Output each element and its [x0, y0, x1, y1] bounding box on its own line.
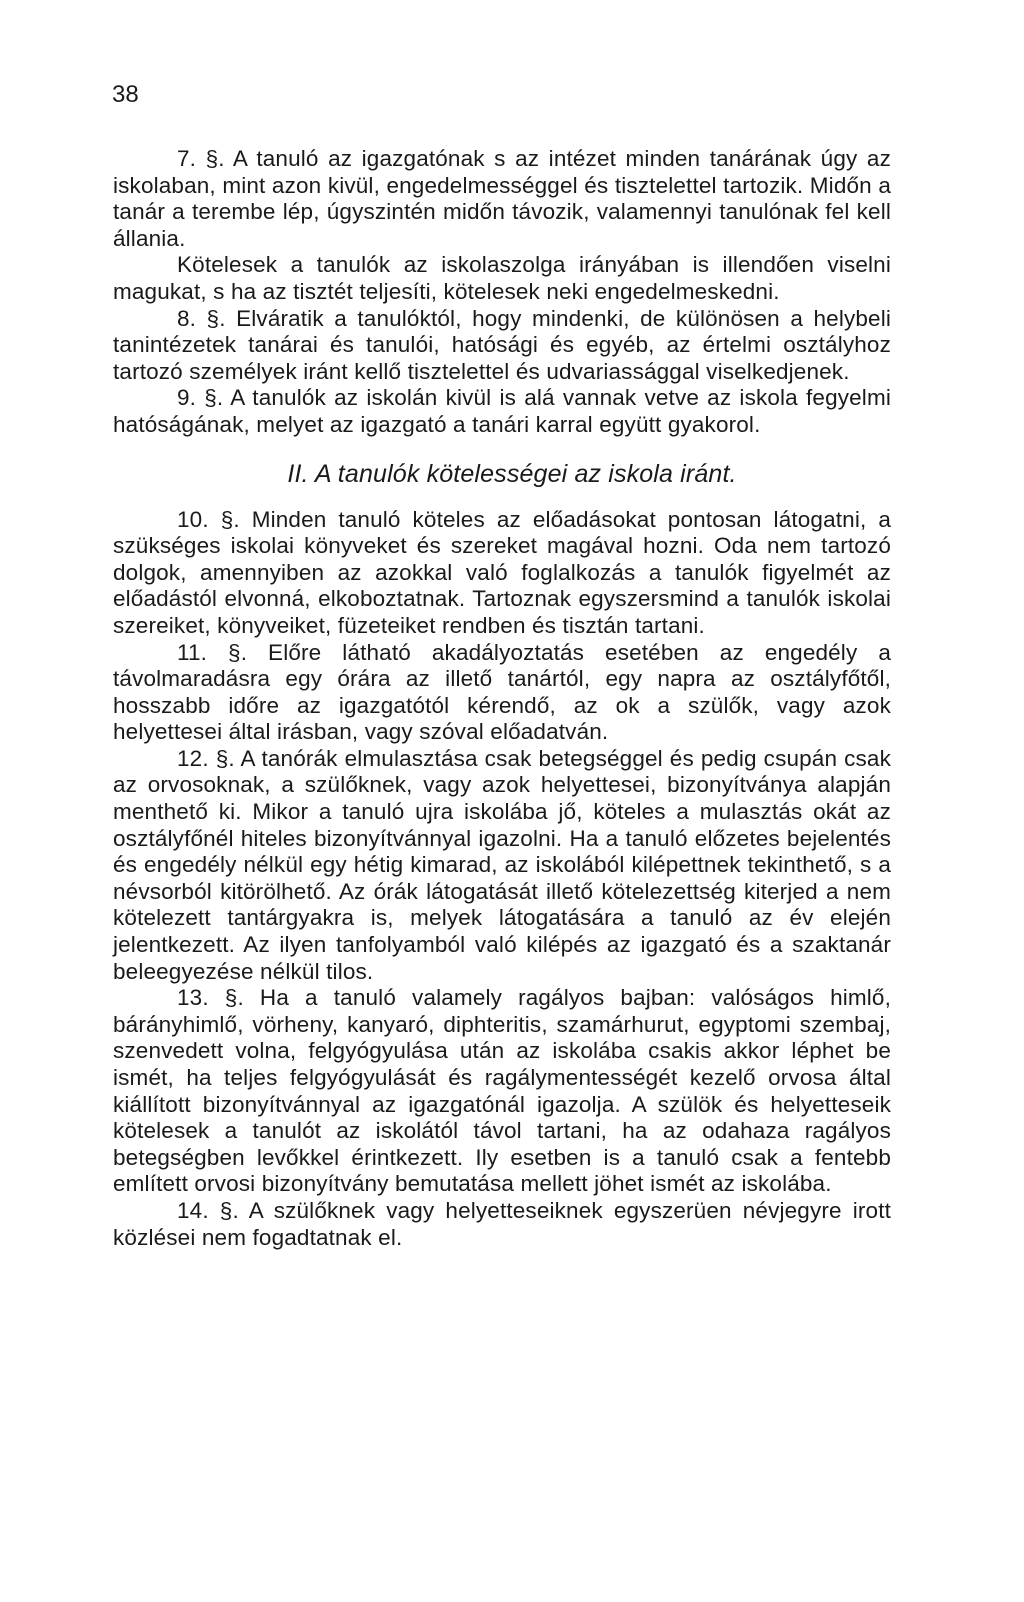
paragraph-13: 13. §. Ha a tanuló valamely ragályos bajban: valóságos himlő, bárányhimlő, vörheny, kanyaró, diphteritis, szamárhurut, egyptomi szembaj, szenvedett volna, felgyógyulása után az iskolába csakis akkor léphet be ismét, ha teljes felgyógyulását és ragálymentességét kezelő orvosa által kiállított bizonyítvánnyal az igazgatónál igazolja. A szülök és helyetteseik kötelesek a tanulót az iskolától távol tartani, ha az odahaza ragályos betegségben levőkkel érintkezett. Ily esetben is a tanuló csak a fentebb említett orvosi bizonyítvány bemutatása mellett jöhet ismét az iskolába. — [113, 985, 891, 1197]
paragraph-12: 12. §. A tanórák elmulasztása csak betegséggel és pedig csupán csak az orvosoknak, a szülőknek, vagy azok helyettesei, bizonyítványa alapján menthető ki. Mikor a tanuló ujra iskolába jő, köteles a mulasztás okát az osztályfőnél hiteles bizonyítvánnyal igazolni. Ha a tanuló előzetes bejelentés és engedély nélkül egy hétig kimarad, az iskolából kilépettnek tekinthető, s a névsorból kitörölhető. Az órák látogatását illető kötelezettség kiterjed a nem kötelezett tantárgyakra is, melyek látogatására a tanuló az év elején jelentkezett. Az ilyen tanfolyamból való kilépés az igazgató és a szaktanár beleegyezése nélkül tilos. — [113, 745, 891, 984]
paragraph-7-cont: Kötelesek a tanulók az iskolaszolga irányában is illendően viselni magukat, s ha az tisztét teljesíti, kötelesek neki engedelmeskedni. — [113, 252, 891, 304]
section-heading: II. A tanulók kötelességei az iskola iránt. — [287, 459, 737, 488]
paragraph-7: 7. §. A tanuló az igazgatónak s az intézet minden tanárának úgy az iskolaban, mint azon kivül, engedelmességgel és tisztelettel tartozik. Midőn a tanár a terembe lép, úgyszintén midőn távozik, valamennyi tanulónak fel kell állania. — [113, 146, 891, 251]
paragraph-9: 9. §. A tanulók az iskolán kivül is alá vannak vetve az iskola fegyelmi hatóságának, melyet az igazgató a tanári karral együtt gyakorol. — [113, 385, 891, 437]
paragraph-11: 11. §. Előre látható akadályoztatás esetében az engedély a távolmaradásra egy órára az illető tanártól, egy napra az osztályfőtől, hosszabb időre az igazgatótól kérendő, az ok a szülők, vagy azok helyettesei által irásban, vagy szóval előadatván. — [113, 639, 891, 745]
body-text — [113, 146, 891, 1251]
paragraph-10: 10. §. Minden tanuló köteles az előadásokat pontosan látogatni, a szükséges iskolai könyveket és szereket magával hozni. Oda nem tartozó dolgok, amennyiben az azokkal való foglalkozás a tanulók figyelmét az előadástól elvonná, elkoboztatnak. Tartoznak egyszersmind a tanulók iskolai szereiket, könyveiket, füzeteiket rendben és tisztán tartani. — [113, 506, 891, 638]
page-number: 38 — [112, 81, 139, 108]
paragraph-8: 8. §. Elváratik a tanulóktól, hogy mindenki, de különösen a helybeli tanintézetek tanárai és tanulói, hatósági és egyéb, az értelmi osztályhoz tartozó személyek iránt kellő tisztelettel és udvariassággal viselkedjenek. — [113, 305, 891, 384]
paragraph-14: 14. §. A szülőknek vagy helyetteseiknek egyszerüen névjegyre irott közlései nem fogadtatnak el. — [113, 1197, 891, 1250]
